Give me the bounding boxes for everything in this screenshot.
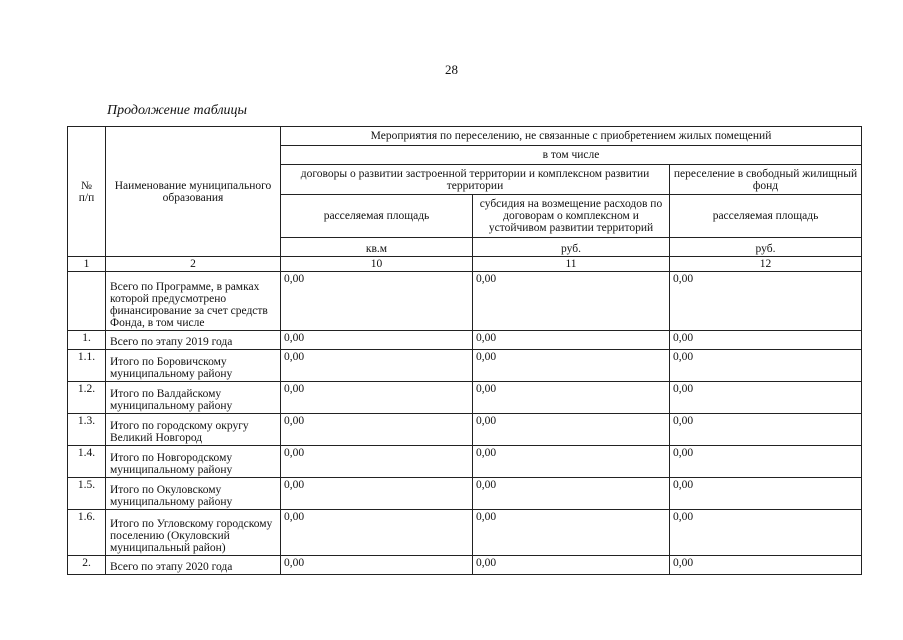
row-num <box>68 272 106 331</box>
row-value-10: 0,00 <box>281 414 473 446</box>
row-num: 1.6. <box>68 510 106 556</box>
header-unit10: кв.м <box>281 238 473 257</box>
table-row <box>68 510 862 556</box>
row-name: Итого по городскому округу Великий Новгород <box>106 414 281 446</box>
col-number: 11 <box>473 257 670 272</box>
row-value-11: 0,00 <box>473 331 670 350</box>
row-value-10: 0,00 <box>281 331 473 350</box>
row-value-10: 0,00 <box>281 382 473 414</box>
row-value-12: 0,00 <box>670 382 862 414</box>
table-row <box>68 446 862 478</box>
header-free-fund: переселение в свободный жилищный фонд <box>670 165 862 195</box>
row-value-12: 0,00 <box>670 510 862 556</box>
table-row <box>68 382 862 414</box>
header-col10: расселяемая площадь <box>281 195 473 238</box>
header-unit11: руб. <box>473 238 670 257</box>
row-name: Итого по Окуловскому муниципальному району <box>106 478 281 510</box>
row-value-11: 0,00 <box>473 510 670 556</box>
col-number: 1 <box>68 257 106 272</box>
row-value-11: 0,00 <box>473 556 670 575</box>
header-col11: субсидия на возмещение расходов по договорам о комплексном и устойчивом развитии территорий <box>473 195 670 238</box>
row-num: 1.3. <box>68 414 106 446</box>
row-num: 1.4. <box>68 446 106 478</box>
row-name: Всего по Программе, в рамках которой предусмотрено финансирование за счет средств Фонда, в том числе <box>106 272 281 331</box>
row-name: Итого по Валдайскому муниципальному району <box>106 382 281 414</box>
table-row <box>68 414 862 446</box>
row-num: 1. <box>68 331 106 350</box>
row-num: 2. <box>68 556 106 575</box>
program-table <box>67 126 862 575</box>
header-unit12: руб. <box>670 238 862 257</box>
row-value-12: 0,00 <box>670 478 862 510</box>
row-name: Итого по Новгородскому муниципальному району <box>106 446 281 478</box>
header-group: Мероприятия по переселению, не связанные с приобретением жилых помещений <box>281 127 862 146</box>
table-row <box>68 331 862 350</box>
table-row <box>68 350 862 382</box>
header-num: № п/п <box>68 127 106 257</box>
header-contracts: договоры о развитии застроенной территории и комплексном развитии территории <box>281 165 670 195</box>
row-value-12: 0,00 <box>670 331 862 350</box>
row-value-11: 0,00 <box>473 478 670 510</box>
row-num: 1.5. <box>68 478 106 510</box>
row-value-12: 0,00 <box>670 446 862 478</box>
row-value-12: 0,00 <box>670 272 862 331</box>
row-name: Всего по этапу 2020 года <box>106 556 281 575</box>
page-number: 28 <box>445 62 458 77</box>
row-value-12: 0,00 <box>670 414 862 446</box>
row-num: 1.1. <box>68 350 106 382</box>
row-name: Итого по Боровичскому муниципальному району <box>106 350 281 382</box>
continuation-caption: Продолжение таблицы <box>107 103 248 118</box>
row-value-12: 0,00 <box>670 556 862 575</box>
col-number: 12 <box>670 257 862 272</box>
row-value-10: 0,00 <box>281 350 473 382</box>
col-number: 2 <box>106 257 281 272</box>
row-value-12: 0,00 <box>670 350 862 382</box>
row-value-11: 0,00 <box>473 382 670 414</box>
row-value-10: 0,00 <box>281 446 473 478</box>
row-name: Итого по Угловскому городскому поселению (Окуловский муниципальный район) <box>106 510 281 556</box>
header-col12: расселяемая площадь <box>670 195 862 238</box>
row-value-11: 0,00 <box>473 350 670 382</box>
row-value-11: 0,00 <box>473 414 670 446</box>
row-value-10: 0,00 <box>281 478 473 510</box>
row-value-10: 0,00 <box>281 556 473 575</box>
table-row <box>68 272 862 331</box>
row-name: Всего по этапу 2019 года <box>106 331 281 350</box>
column-number-row <box>68 257 862 272</box>
header-name: Наименование муниципального образования <box>106 127 281 257</box>
header-including: в том числе <box>281 146 862 165</box>
row-num: 1.2. <box>68 382 106 414</box>
table-row <box>68 556 862 575</box>
row-value-10: 0,00 <box>281 510 473 556</box>
row-value-11: 0,00 <box>473 446 670 478</box>
row-value-10: 0,00 <box>281 272 473 331</box>
col-number: 10 <box>281 257 473 272</box>
row-value-11: 0,00 <box>473 272 670 331</box>
table-row <box>68 478 862 510</box>
